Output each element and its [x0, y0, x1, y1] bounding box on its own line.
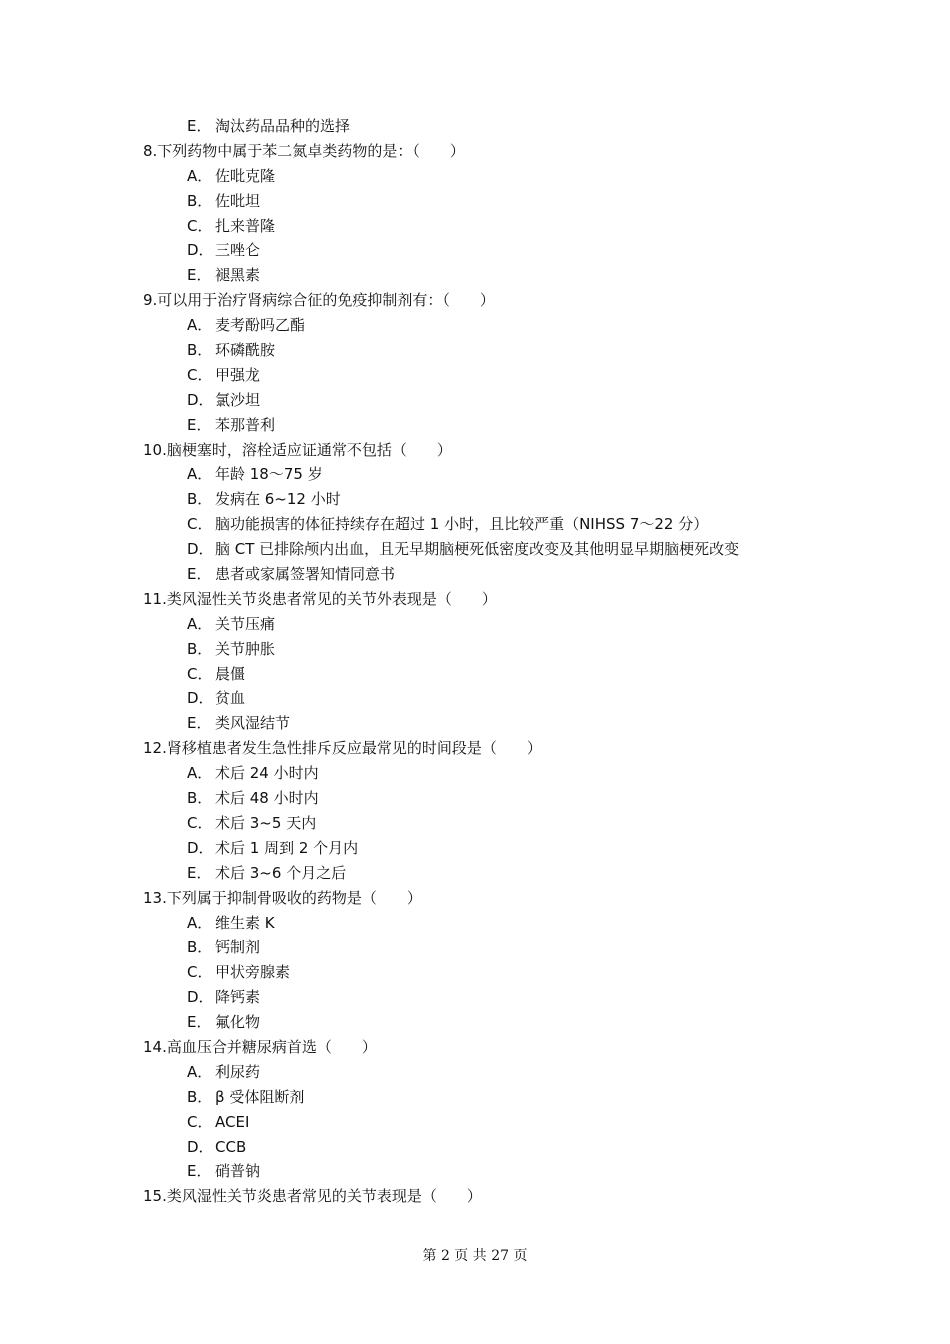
answer-option	[0, 413, 950, 438]
option-letter: D．	[187, 241, 214, 260]
answer-option	[0, 935, 950, 960]
question-text: 13.下列属于抑制骨吸收的药物是（ ）	[143, 888, 422, 907]
option-letter: D．	[187, 689, 214, 708]
answer-option	[0, 487, 950, 512]
option-letter: B．	[187, 639, 213, 658]
option-letter: E．	[187, 1013, 212, 1032]
answer-option	[0, 686, 950, 711]
option-letter: E．	[187, 863, 212, 882]
option-letter: C．	[187, 664, 213, 683]
option-text: 关节压痛	[215, 614, 276, 633]
option-letter: E．	[187, 1162, 212, 1181]
option-letter: D．	[187, 390, 214, 409]
option-letter: E．	[187, 415, 212, 434]
answer-option	[0, 114, 950, 139]
answer-option	[0, 462, 950, 487]
option-text: 术后 3~5 天内	[215, 813, 317, 832]
option-text: 维生素 K	[215, 913, 275, 932]
option-letter: A．	[187, 1062, 213, 1081]
option-text: 三唑仑	[215, 241, 261, 260]
option-letter: C．	[187, 365, 213, 384]
answer-option	[0, 363, 950, 388]
option-letter: B．	[187, 938, 213, 957]
answer-option	[0, 711, 950, 736]
question-text: 8.下列药物中属于苯二氮卓类药物的是：（ ）	[143, 141, 465, 160]
answer-option	[0, 214, 950, 239]
option-text: 类风湿结节	[215, 714, 291, 733]
option-letter: D．	[187, 988, 214, 1007]
option-text: 发病在 6~12 小时	[215, 490, 341, 509]
answer-option	[0, 612, 950, 637]
option-letter: D．	[187, 540, 214, 559]
answer-option	[0, 836, 950, 861]
option-letter: B．	[187, 1087, 213, 1106]
answer-option	[0, 1135, 950, 1160]
option-text: 扎来普隆	[215, 216, 276, 235]
option-letter: C．	[187, 1112, 213, 1131]
answer-option	[0, 512, 950, 537]
option-text: 淘汰药品品种的选择	[215, 117, 351, 135]
answer-option	[0, 761, 950, 786]
option-text: 术后 48 小时内	[215, 789, 319, 808]
option-text: ACEI	[215, 1112, 250, 1131]
answer-option	[0, 637, 950, 662]
question-text: 12.肾移植患者发生急性排斥反应最常见的时间段是（ ）	[143, 739, 542, 758]
answer-option	[0, 388, 950, 413]
option-text: CCB	[215, 1137, 247, 1156]
option-letter: B．	[187, 789, 213, 808]
option-text: 氯沙坦	[215, 390, 261, 409]
option-letter: A．	[187, 166, 213, 185]
answer-option	[0, 811, 950, 836]
option-letter: E．	[187, 714, 212, 733]
option-text: 硝普钠	[215, 1162, 261, 1181]
option-text: 术后 3~6 个月之后	[215, 863, 347, 882]
option-letter: D．	[187, 838, 214, 857]
option-text: 贫血	[215, 689, 246, 708]
option-text: 脑 CT 已排除颅内出血，且无早期脑梗死低密度改变及其他明显早期脑梗死改变	[215, 540, 740, 559]
answer-option	[0, 562, 950, 587]
option-letter: E．	[187, 266, 212, 285]
option-text: 钙制剂	[215, 938, 261, 957]
option-text: 降钙素	[215, 988, 261, 1007]
answer-option	[0, 1110, 950, 1135]
question-text: 14.高血压合并糖尿病首选（ ）	[143, 1037, 377, 1056]
option-text: 佐吡坦	[215, 191, 261, 210]
option-letter: A．	[187, 316, 213, 335]
option-letter: A．	[187, 913, 213, 932]
option-text: 环磷酰胺	[215, 341, 276, 360]
answer-option	[0, 861, 950, 886]
option-letter: C．	[187, 216, 213, 235]
answer-option	[0, 1010, 950, 1035]
question-text: 11.类风湿性关节炎患者常见的关节外表现是（ ）	[143, 589, 497, 608]
option-letter: A．	[187, 465, 213, 484]
answer-option	[0, 1159, 950, 1184]
option-letter: B．	[187, 191, 213, 210]
question-list	[0, 114, 950, 1209]
option-text: 苯那普利	[215, 415, 276, 434]
option-letter: B．	[187, 341, 213, 360]
option-text: 佐吡克隆	[215, 166, 276, 185]
answer-option	[0, 189, 950, 214]
question-text: 10.脑梗塞时，溶栓适应证通常不包括（ ）	[143, 440, 452, 459]
option-text: 甲状旁腺素	[215, 963, 291, 982]
answer-option	[0, 263, 950, 288]
option-letter: E．	[187, 117, 212, 135]
answer-option	[0, 960, 950, 985]
option-text: 甲强龙	[215, 365, 261, 384]
answer-option	[0, 1085, 950, 1110]
option-letter: C．	[187, 963, 213, 982]
question-text: 9.可以用于治疗肾病综合征的免疫抑制剂有：（ ）	[143, 291, 495, 310]
option-letter: A．	[187, 614, 213, 633]
option-text: 关节肿胀	[215, 639, 276, 658]
page-footer: 第 2 页 共 27 页	[422, 1248, 528, 1264]
answer-option	[0, 662, 950, 687]
option-text: 褪黑素	[215, 266, 261, 285]
answer-option	[0, 338, 950, 363]
answer-option	[0, 537, 950, 562]
answer-option	[0, 164, 950, 189]
option-letter: C．	[187, 515, 213, 534]
answer-option	[0, 911, 950, 936]
option-text: 麦考酚吗乙酯	[215, 316, 306, 335]
option-letter: E．	[187, 565, 212, 584]
option-text: 晨僵	[215, 664, 246, 683]
answer-option	[0, 238, 950, 263]
option-letter: D．	[187, 1137, 214, 1156]
answer-option	[0, 985, 950, 1010]
option-letter: B．	[187, 490, 213, 509]
option-text: 脑功能损害的体征持续存在超过 1 小时，且比较严重（NIHSS 7～22 分）	[215, 515, 709, 534]
option-text: 氟化物	[215, 1013, 261, 1032]
option-letter: C．	[187, 813, 213, 832]
answer-option	[0, 1060, 950, 1085]
option-letter: A．	[187, 764, 213, 783]
option-text: 年龄 18～75 岁	[215, 465, 323, 484]
question-text: 15.类风湿性关节炎患者常见的关节表现是（ ）	[143, 1187, 482, 1206]
answer-option	[0, 313, 950, 338]
option-text: β 受体阻断剂	[215, 1087, 305, 1106]
option-text: 利尿药	[215, 1062, 261, 1081]
option-text: 术后 24 小时内	[215, 764, 319, 783]
option-text: 术后 1 周到 2 个月内	[215, 838, 359, 857]
answer-option	[0, 786, 950, 811]
option-text: 患者或家属签署知情同意书	[215, 565, 396, 584]
